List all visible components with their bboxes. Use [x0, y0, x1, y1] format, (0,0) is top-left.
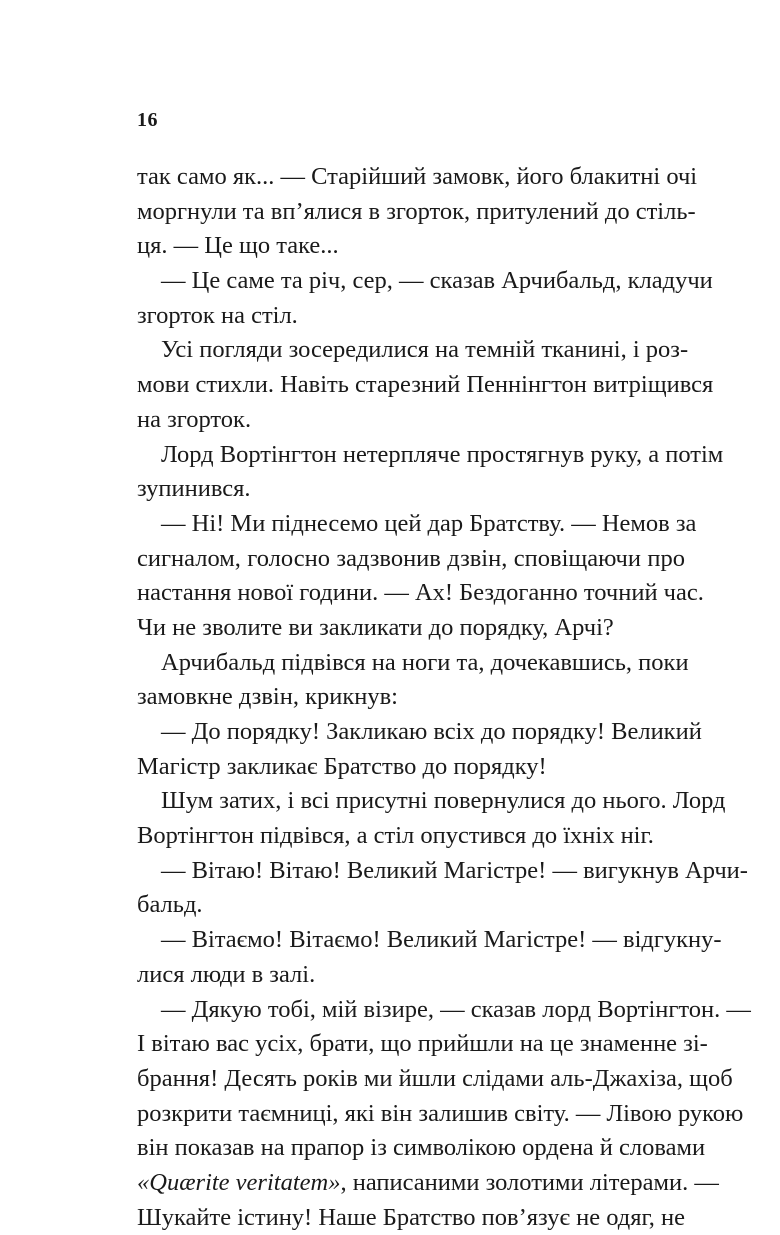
text-line: згорток на стіл.: [137, 301, 298, 329]
text-line: моргнули та вп’ялися в згорток, притулений до стіль-: [137, 197, 696, 225]
text-line: на згорток.: [137, 405, 252, 433]
text-line: Лорд Вортінгтон нетерпляче простягнув руку, а потім: [161, 440, 724, 468]
text-line: мови стихли. Навіть старезний Пеннінгтон витріщився: [137, 371, 714, 399]
text-line: Усі погляди зосередилися на темній тканині, і роз-: [161, 336, 689, 364]
text-line: Арчибальд підвівся на ноги та, дочекавшись, поки: [161, 648, 689, 676]
page-number: 16: [137, 109, 158, 131]
text-line: «Quærite veritatem», написаними золотими літерами. —: [137, 1168, 719, 1196]
text-line: лися люди в залі.: [137, 960, 316, 988]
text-line: — Вітаємо! Вітаємо! Великий Магістре! — відгукну-: [161, 926, 722, 954]
text-line: Шум затих, і всі присутні повернулися до нього. Лорд: [161, 787, 726, 815]
text-line: — Ні! Ми піднесемо цей дар Братству. — Немов за: [161, 509, 697, 537]
text-line: — До порядку! Закликаю всіх до порядку! Великий: [161, 718, 702, 745]
text-line: сигналом, голосно задзвонив дзвін, сповіщаючи про: [137, 544, 685, 572]
text-line: він показав на прапор із символікою ордена й словами: [137, 1134, 706, 1162]
text-line: настання нової години. — Ах! Бездоганно точний час.: [137, 579, 704, 607]
text-line: бальд.: [137, 891, 203, 919]
latin-motto: «Quærite veritatem»: [137, 1168, 341, 1196]
text-line: Магістр закликає Братство до порядку!: [137, 752, 547, 780]
text-line: зупинився.: [137, 475, 251, 503]
text-line: розкрити таємниці, які він залишив світу. — Лівою рукою: [137, 1099, 744, 1127]
text-line: — Це саме та річ, сер, — сказав Арчибальд, кладучи: [161, 267, 713, 295]
text-line: ця. — Це що таке...: [137, 232, 339, 260]
text-line: брання! Десять років ми йшли слідами аль-Джахіза, щоб: [137, 1064, 733, 1092]
text-line: Вортінгтон підвівся, а стіл опустився до їхніх ніг.: [137, 822, 654, 850]
text-line: замовкне дзвін, крикнув:: [137, 683, 398, 711]
body-text: [137, 160, 751, 1235]
text-line: так само як... — Старійший замовк, його блакитні очі: [137, 163, 698, 190]
text-line: Шукайте істину! Наше Братство пов’язує не одяг, не: [137, 1203, 686, 1231]
text-line: І вітаю вас усіх, брати, що прийшли на це знаменне зі-: [137, 1030, 708, 1058]
text-line: — Вітаю! Вітаю! Великий Магістре! — вигукнув Арчи-: [161, 856, 748, 884]
text-line: Чи не зволите ви закликати до порядку, Арчі?: [137, 613, 614, 641]
text-line: — Дякую тобі, мій візире, — сказав лорд Вортінгтон. —: [161, 995, 751, 1023]
